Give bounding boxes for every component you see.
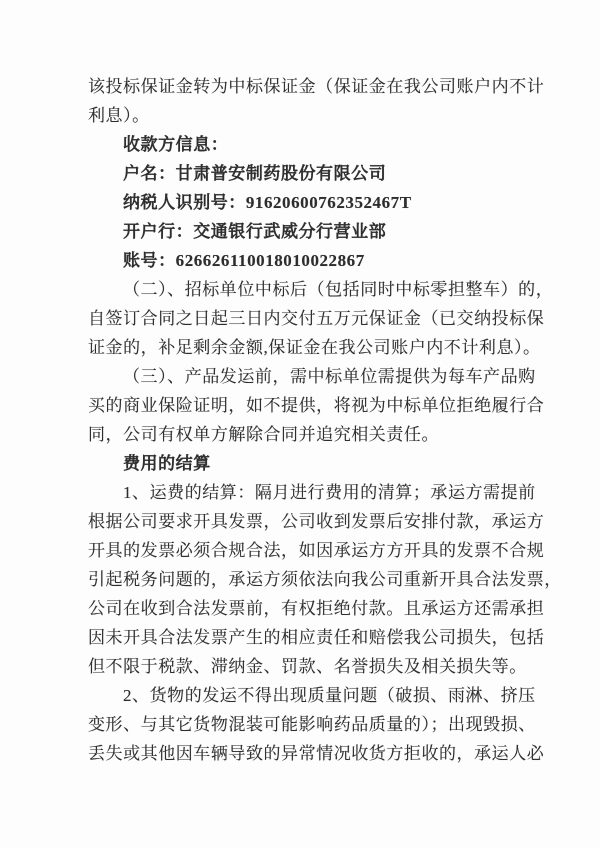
clause-three-line: （三）、产品发运前，需中标单位需提供为每车产品购 bbox=[123, 367, 536, 386]
taxpayer-id-line: 纳税人识别号：91620600762352467T bbox=[123, 193, 412, 212]
item-one-line: 1、运费的结算：隔月进行费用的清算；承运方需提前 bbox=[123, 483, 536, 502]
doc-line: 但不限于税款、滞纳金、罚款、名誉损失及相关损失等。 bbox=[88, 657, 527, 676]
doc-line: 买的商业保险证明，如不提供，将视为中标单位拒绝履行合 bbox=[88, 396, 545, 415]
doc-line: 丢失或其他因车辆导致的异常情况收货方拒收的，承运人必 bbox=[88, 744, 545, 763]
document-text-block bbox=[88, 72, 562, 768]
bank-branch-line: 开户行：交通银行武威分行营业部 bbox=[123, 222, 387, 241]
account-name-line: 户名：甘肃普安制药股份有限公司 bbox=[123, 164, 387, 183]
item-two-line: 2、货物的发运不得出现质量问题（破损、雨淋、挤压 bbox=[123, 686, 536, 705]
settlement-heading: 费用的结算 bbox=[123, 454, 211, 473]
doc-line: 因未开具合法发票产生的相应责任和赔偿我公司损失，包括 bbox=[88, 628, 545, 647]
doc-line: 公司在收到合法发票前，有权拒绝付款。且承运方还需承担 bbox=[88, 599, 545, 618]
doc-line: 根据公司要求开具发票，公司收到发票后安排付款，承运方 bbox=[88, 512, 545, 531]
payee-info-heading: 收款方信息： bbox=[123, 135, 229, 154]
doc-line: 变形、与其它货物混装可能影响药品质量的）；出现毁损、 bbox=[88, 715, 536, 734]
doc-line: 证金的，补足剩余金额,保证金在我公司账户内不计利息）。 bbox=[88, 338, 541, 357]
doc-line: 引起税务问题的，承运方须依法向我公司重新开具合法发票， bbox=[88, 570, 562, 589]
doc-line: 开具的发票必须合规合法，如因承运方方开具的发票不合规 bbox=[88, 541, 545, 560]
doc-line: 该投标保证金转为中标保证金（保证金在我公司账户内不计 bbox=[88, 77, 545, 96]
doc-line: 同，公司有权单方解除合同并追究相关责任。 bbox=[88, 425, 439, 444]
doc-line: 利息）。 bbox=[88, 106, 150, 125]
clause-two-line: （二）、招标单位中标后（包括同时中标零担整车）的， bbox=[123, 280, 554, 299]
account-number-line: 账号：626626110018010022867 bbox=[123, 251, 365, 270]
doc-line: 自签订合同之日起三日内交付五万元保证金（已交纳投标保 bbox=[88, 309, 545, 328]
